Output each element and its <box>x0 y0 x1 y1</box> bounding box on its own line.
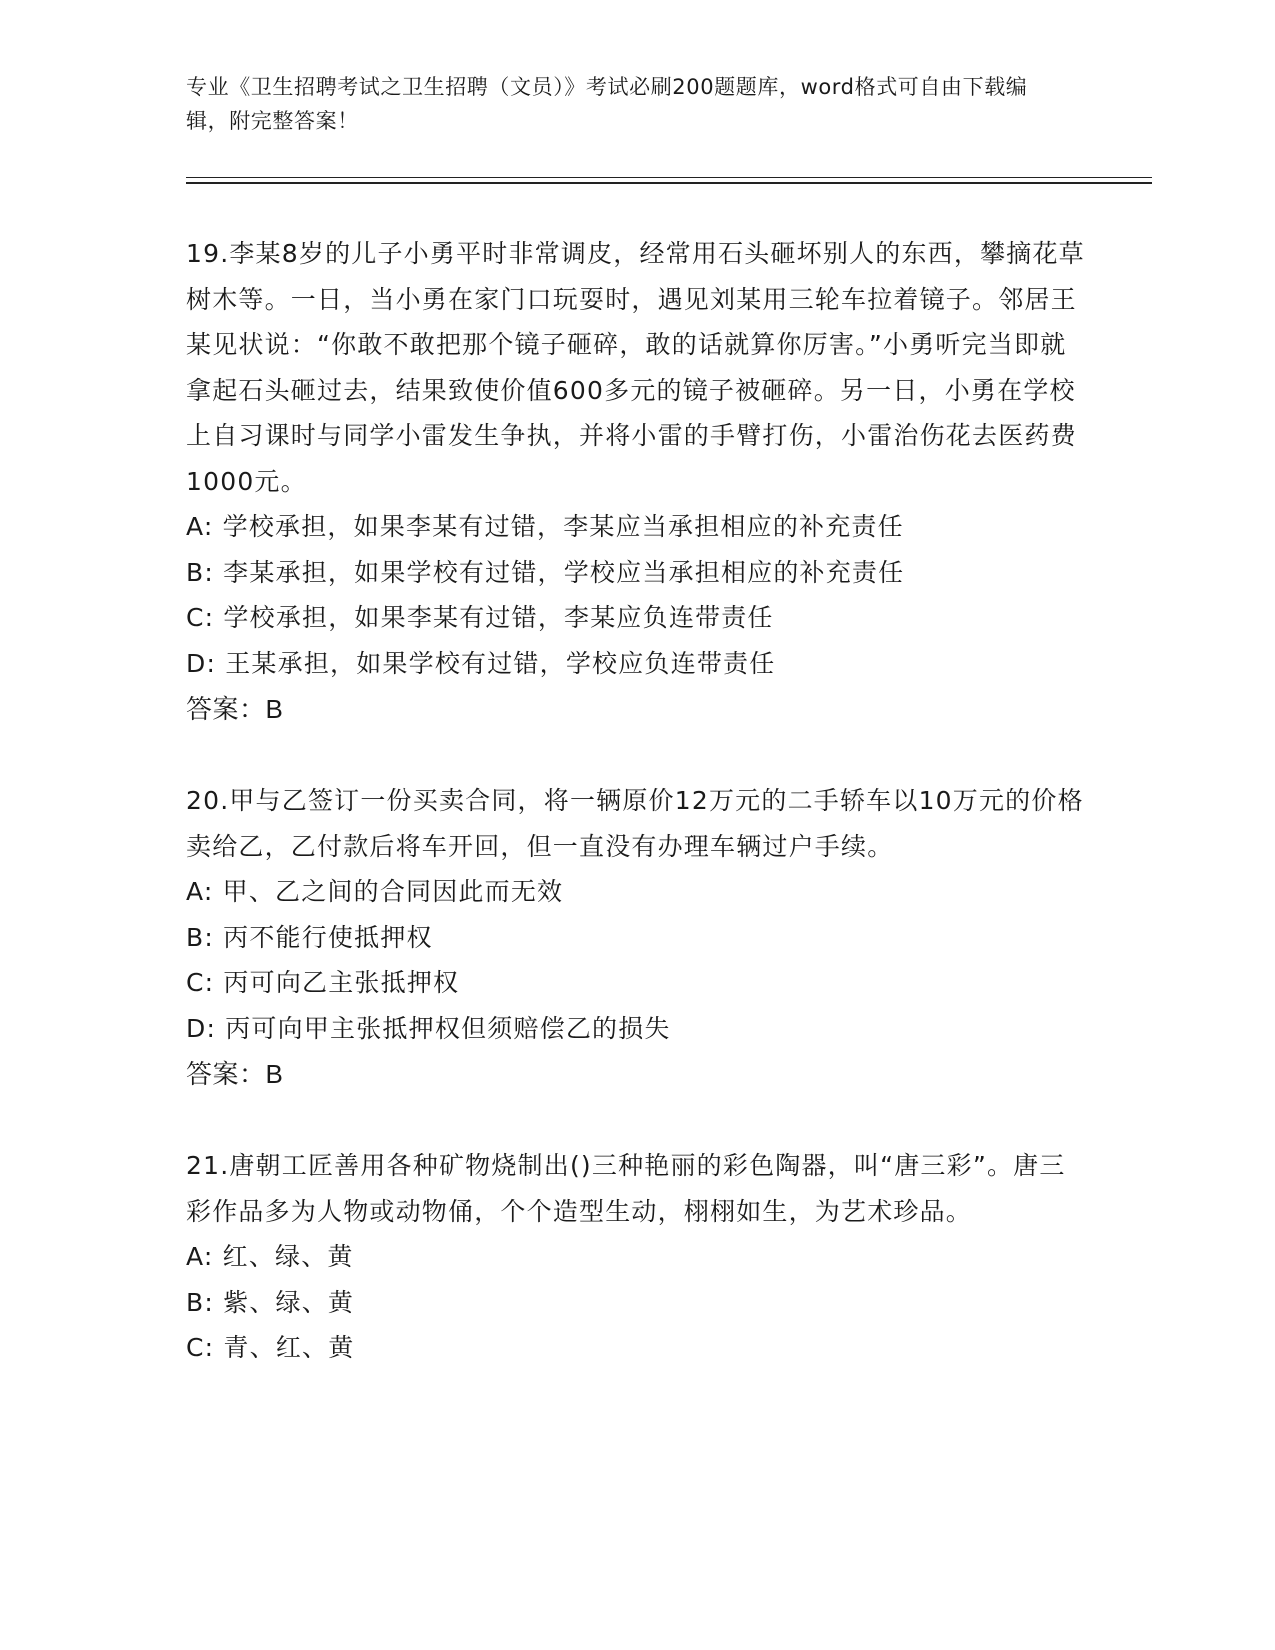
option-b: B: 紫、绿、黄 <box>186 1287 355 1317</box>
option-b: B: 李某承担，如果学校有过错，学校应当承担相应的补充责任 <box>186 557 905 587</box>
question-stem: 21.唐朝工匠善用各种矿物烧制出()三种艳丽的彩色陶器，叫“唐三彩”。唐三彩作品多为人物或动物俑，个个造型生动，栩栩如生，为艺术珍品。 <box>186 1151 1066 1226</box>
question-stem: 20.甲与乙签订一份买卖合同，将一辆原价12万元的二手轿车以10万元的价格卖给乙，乙付款后将车开回，但一直没有办理车辆过户手续。 <box>186 786 1084 861</box>
question-stem: 19.李某8岁的儿子小勇平时非常调皮，经常用石头砸坏别人的东西，攀摘花草树木等。一日，当小勇在家门口玩耍时，遇见刘某用三轮车拉着镜子。邻居王某见状说：“你敢不敢把那个镜子砸碎，敢的话就算你厉害。”小勇听完当即就拿起石头砸过去，结果致使价值600多元的镜子被砸碎。另一日，小勇在学校上自习课时与同学小雷发生争执，并将小雷的手臂打伤，小雷治伤花去医药费1000元。 <box>186 239 1085 496</box>
question-20 <box>186 778 1086 1097</box>
question-19 <box>186 231 1086 732</box>
document-header: 专业《卫生招聘考试之卫生招聘（文员）》考试必刷200题题库，word格式可自由下载编辑，附完整答案！ <box>186 75 1028 133</box>
answer-line: 答案：B <box>186 694 284 724</box>
option-c: C: 学校承担，如果李某有过错，李某应负连带责任 <box>186 603 774 632</box>
option-a: A: 学校承担，如果李某有过错，李某应当承担相应的补充责任 <box>186 512 904 541</box>
header-rule-thin <box>186 177 1152 178</box>
option-c: C: 青、红、黄 <box>186 1333 355 1362</box>
option-a: A: 红、绿、黄 <box>186 1242 354 1271</box>
question-list <box>186 231 1086 1417</box>
question-21 <box>186 1143 1086 1371</box>
option-d: D: 王某承担，如果学校有过错，学校应负连带责任 <box>186 648 776 678</box>
option-a: A: 甲、乙之间的合同因此而无效 <box>186 877 564 906</box>
header-rule-thick <box>186 182 1152 184</box>
option-c: C: 丙可向乙主张抵押权 <box>186 968 460 997</box>
answer-line: 答案：B <box>186 1059 284 1089</box>
option-d: D: 丙可向甲主张抵押权但须赔偿乙的损失 <box>186 1013 671 1043</box>
option-b: B: 丙不能行使抵押权 <box>186 922 433 952</box>
